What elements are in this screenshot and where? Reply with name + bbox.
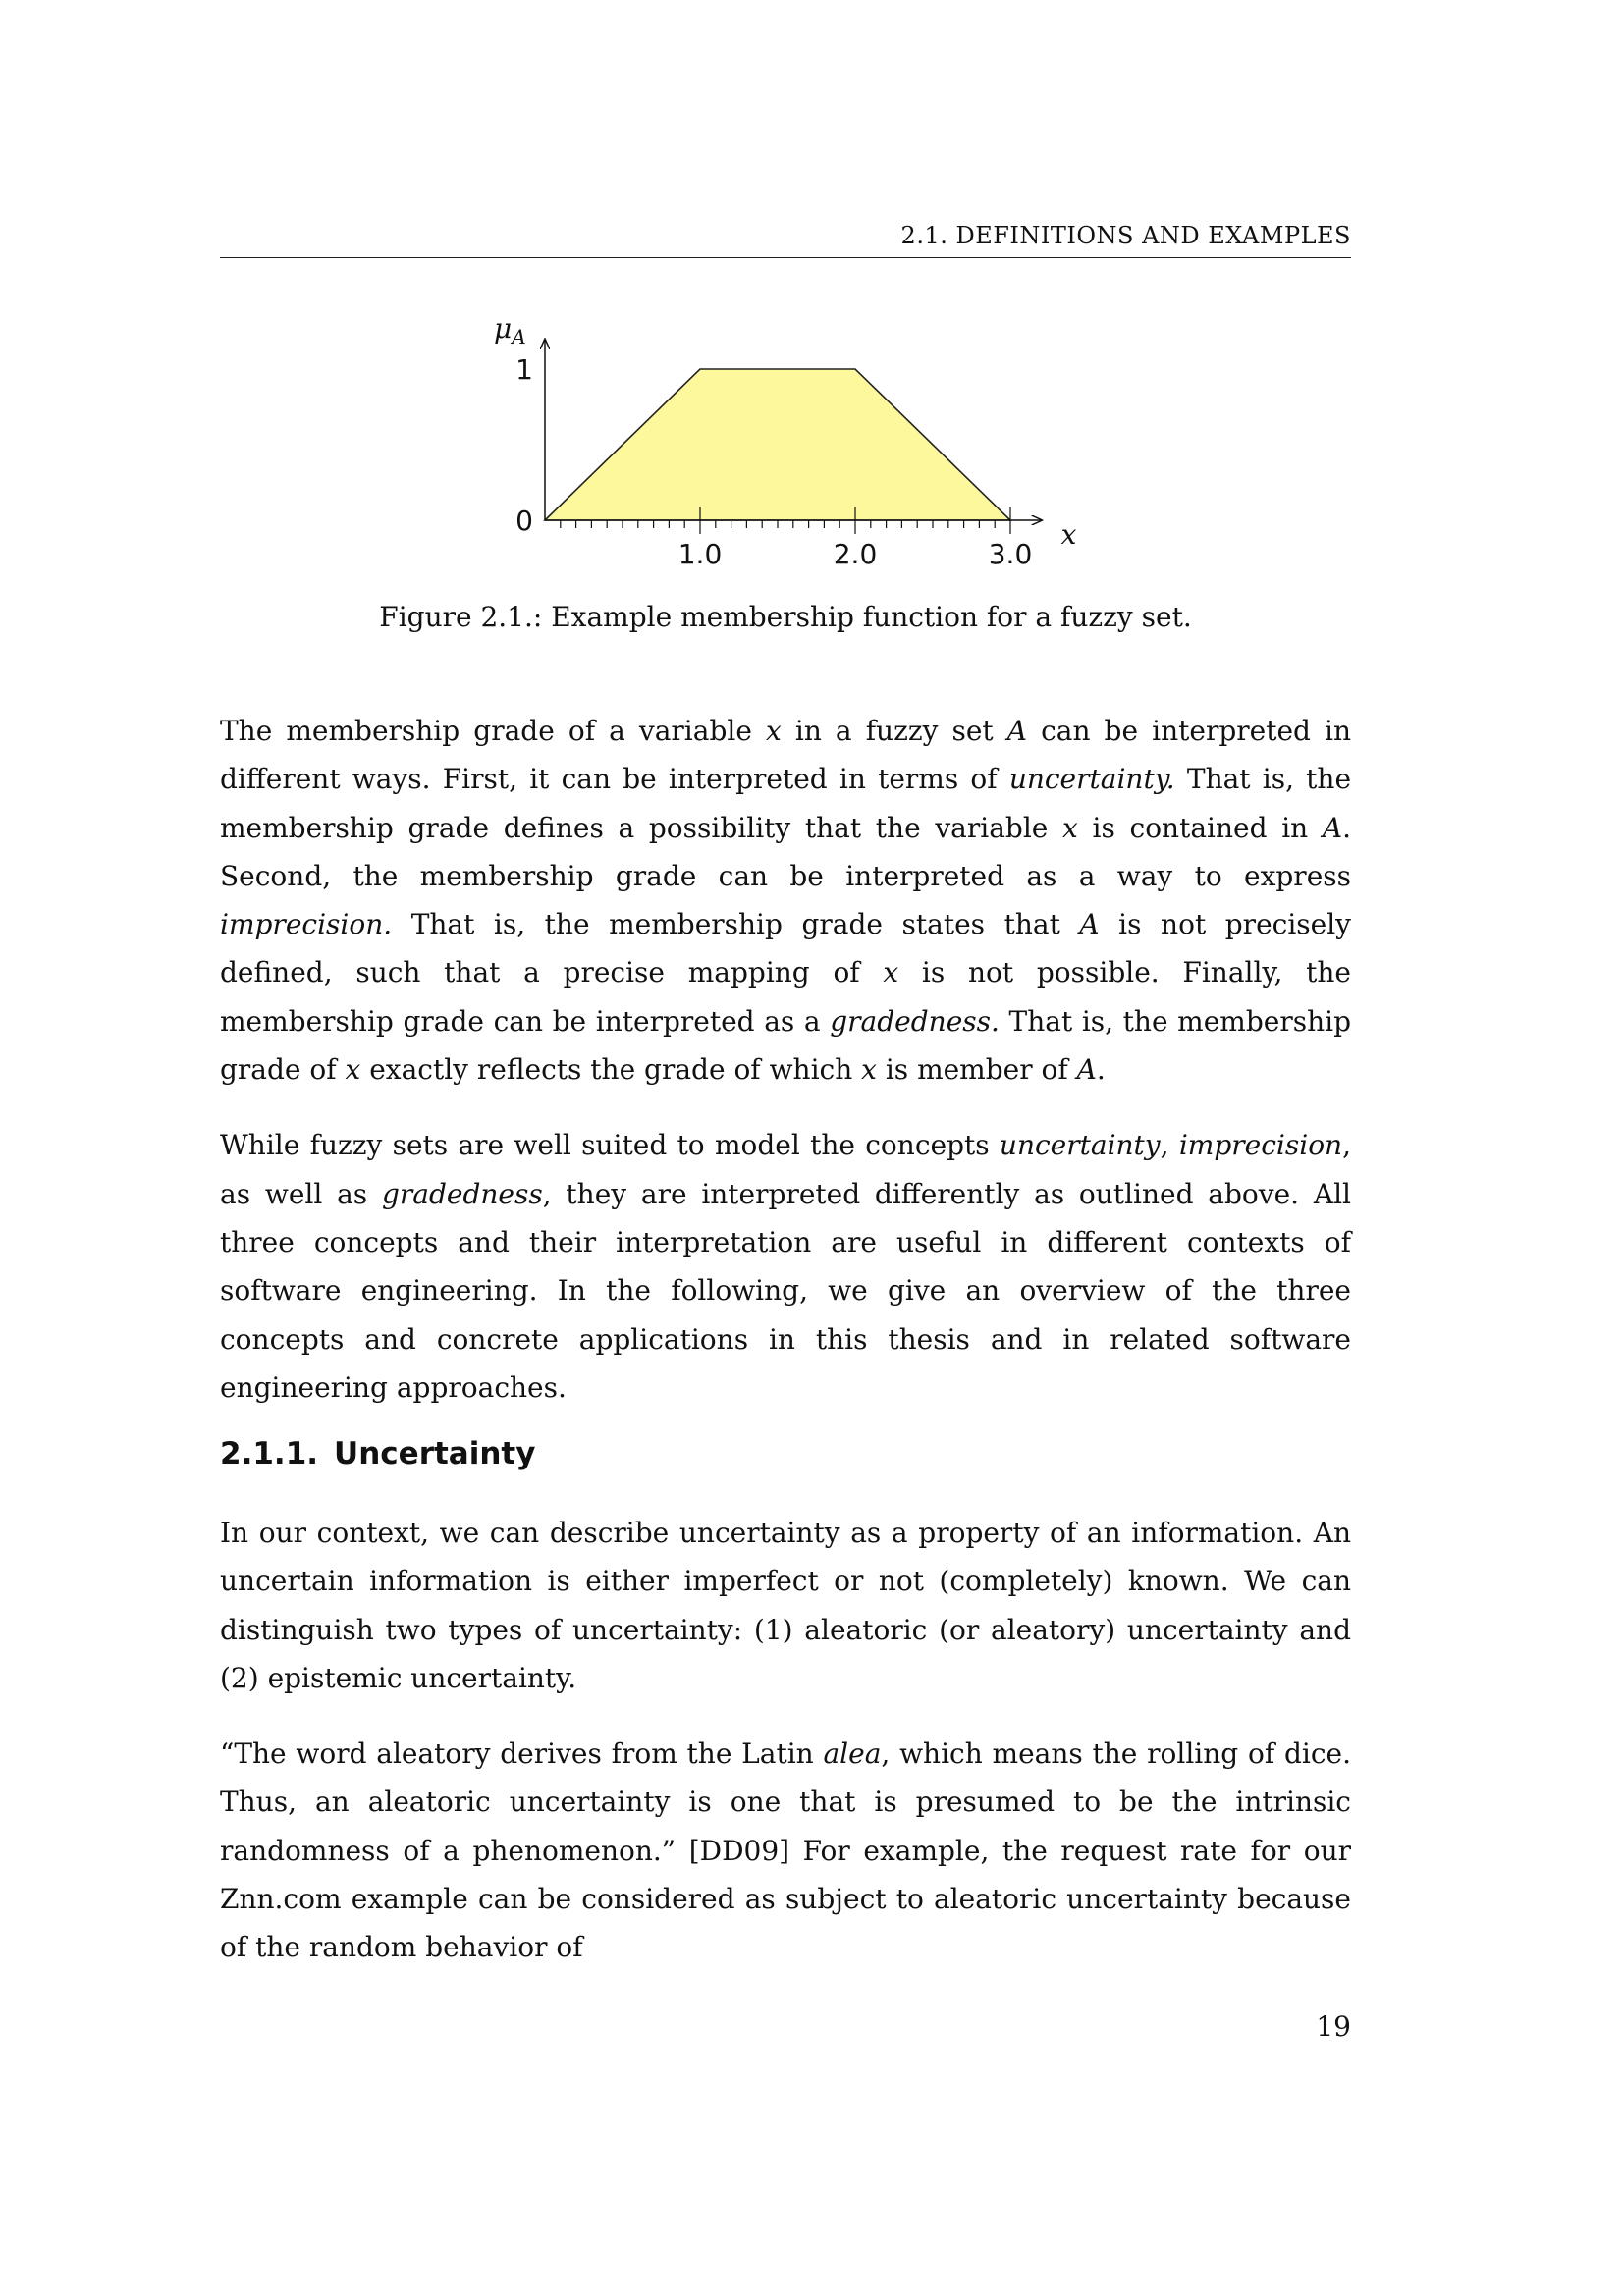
section-title: Uncertainty (334, 1435, 536, 1471)
body-text-upper (220, 707, 1351, 1439)
math-variable: x (1062, 811, 1078, 844)
emphasis: alea (823, 1737, 882, 1771)
emphasis: uncertainty (999, 1129, 1161, 1162)
paragraph-uncertainty-definition: In our context, we can describe uncertainty as a property of an information. An uncertain information is either imperfect or not (completely) known. We can distinguish two types of uncertainty: (1) aleatoric (or aleatory) uncertainty and (2) epistemic uncertainty. (220, 1517, 1351, 1694)
text-run: . (1096, 1053, 1106, 1087)
emphasis: uncertainty. (1008, 763, 1175, 796)
body-text-lower (220, 1509, 1351, 2000)
math-variable: x (345, 1053, 361, 1087)
emphasis: gradedness. (830, 1004, 1000, 1038)
section-number: 2.1.1. (220, 1435, 319, 1471)
membership-area (545, 369, 1010, 520)
text-run: is contained in (1077, 811, 1323, 844)
running-title: 2.1. DEFINITIONS AND EXAMPLES (900, 222, 1351, 249)
text-run: in a fuzzy set (781, 715, 1007, 747)
text-run: That is, the membership grade of (220, 1004, 1352, 1087)
text-run: is not precisely defined, such that a precise mapping of (220, 908, 1351, 989)
y-axis-label-mu: μ (494, 312, 513, 345)
figure-caption: Figure 2.1.: Example membership function for a fuzzy set. (379, 601, 1192, 633)
emphasis: gradedness (381, 1177, 543, 1210)
math-variable: x (883, 956, 899, 989)
text-run: can be interpreted in different ways. First, it can be interpreted in terms of (220, 715, 1352, 796)
paragraph-aleatory-quote (220, 1730, 1351, 1971)
emphasis: imprecision (1178, 1129, 1343, 1162)
text-run: exactly reflects the grade of which (360, 1053, 862, 1087)
text-run: That is, the membership grade states that (392, 908, 1080, 941)
text-run: , as well as (220, 1129, 1351, 1210)
math-variable: A (1006, 715, 1027, 747)
membership-chart (471, 306, 1100, 581)
text-run: The membership grade of a variable (220, 715, 766, 747)
text-run: That is, the membership grade defines a possibility that the variable (220, 763, 1352, 844)
y-tick-label: 0 (515, 505, 533, 537)
text-run: is not possible. Finally, the membership grade can be interpreted as a (220, 956, 1351, 1038)
x-tick-label: 3.0 (988, 538, 1033, 570)
text-run: While fuzzy sets are well suited to model the concepts (220, 1129, 1000, 1162)
membership-function-figure (471, 306, 1100, 581)
text-run: . Second, the membership grade can be interpreted as a way to express (220, 811, 1352, 892)
x-tick-label: 1.0 (677, 538, 723, 570)
x-axis-label: x (1060, 518, 1077, 551)
running-header (220, 222, 1351, 258)
math-variable: A (1079, 908, 1100, 941)
paragraph-fuzzy-concepts (220, 1121, 1351, 1412)
section-heading-uncertainty (220, 1436, 1351, 1471)
text-run: , they are interpreted differently as outlined above. All three concepts and their interpretation are useful in different contexts of software engineering. In the following, we give an overview of the three concepts and concrete applications in this thesis and in related software engineering approaches. (220, 1177, 1351, 1404)
text-run: “The word aleatory derives from the Latin (220, 1737, 824, 1771)
y-axis-label-subscript: A (512, 325, 526, 348)
y-axis-label (494, 312, 526, 348)
math-variable: x (765, 715, 782, 747)
text-run: , which means the rolling of dice. Thus, an aleatoric uncertainty is one that is presumed to be the intrinsic randomness of a phenomenon.” [DD09] For example, the request rate for our Znn.com example can be considered as subject to aleatoric uncertainty because of the random behavior of (220, 1737, 1351, 1964)
math-variable: x (861, 1053, 877, 1087)
text-run: , (1160, 1129, 1179, 1162)
math-variable: A (1322, 811, 1343, 844)
y-tick-label: 1 (515, 353, 533, 386)
emphasis: imprecision. (220, 908, 393, 941)
math-variable: A (1076, 1053, 1097, 1087)
x-tick-label: 2.0 (833, 538, 878, 570)
paragraph-membership-interpretation (220, 707, 1351, 1094)
page-number: 19 (1316, 2010, 1351, 2043)
text-run: is member of (876, 1053, 1077, 1087)
